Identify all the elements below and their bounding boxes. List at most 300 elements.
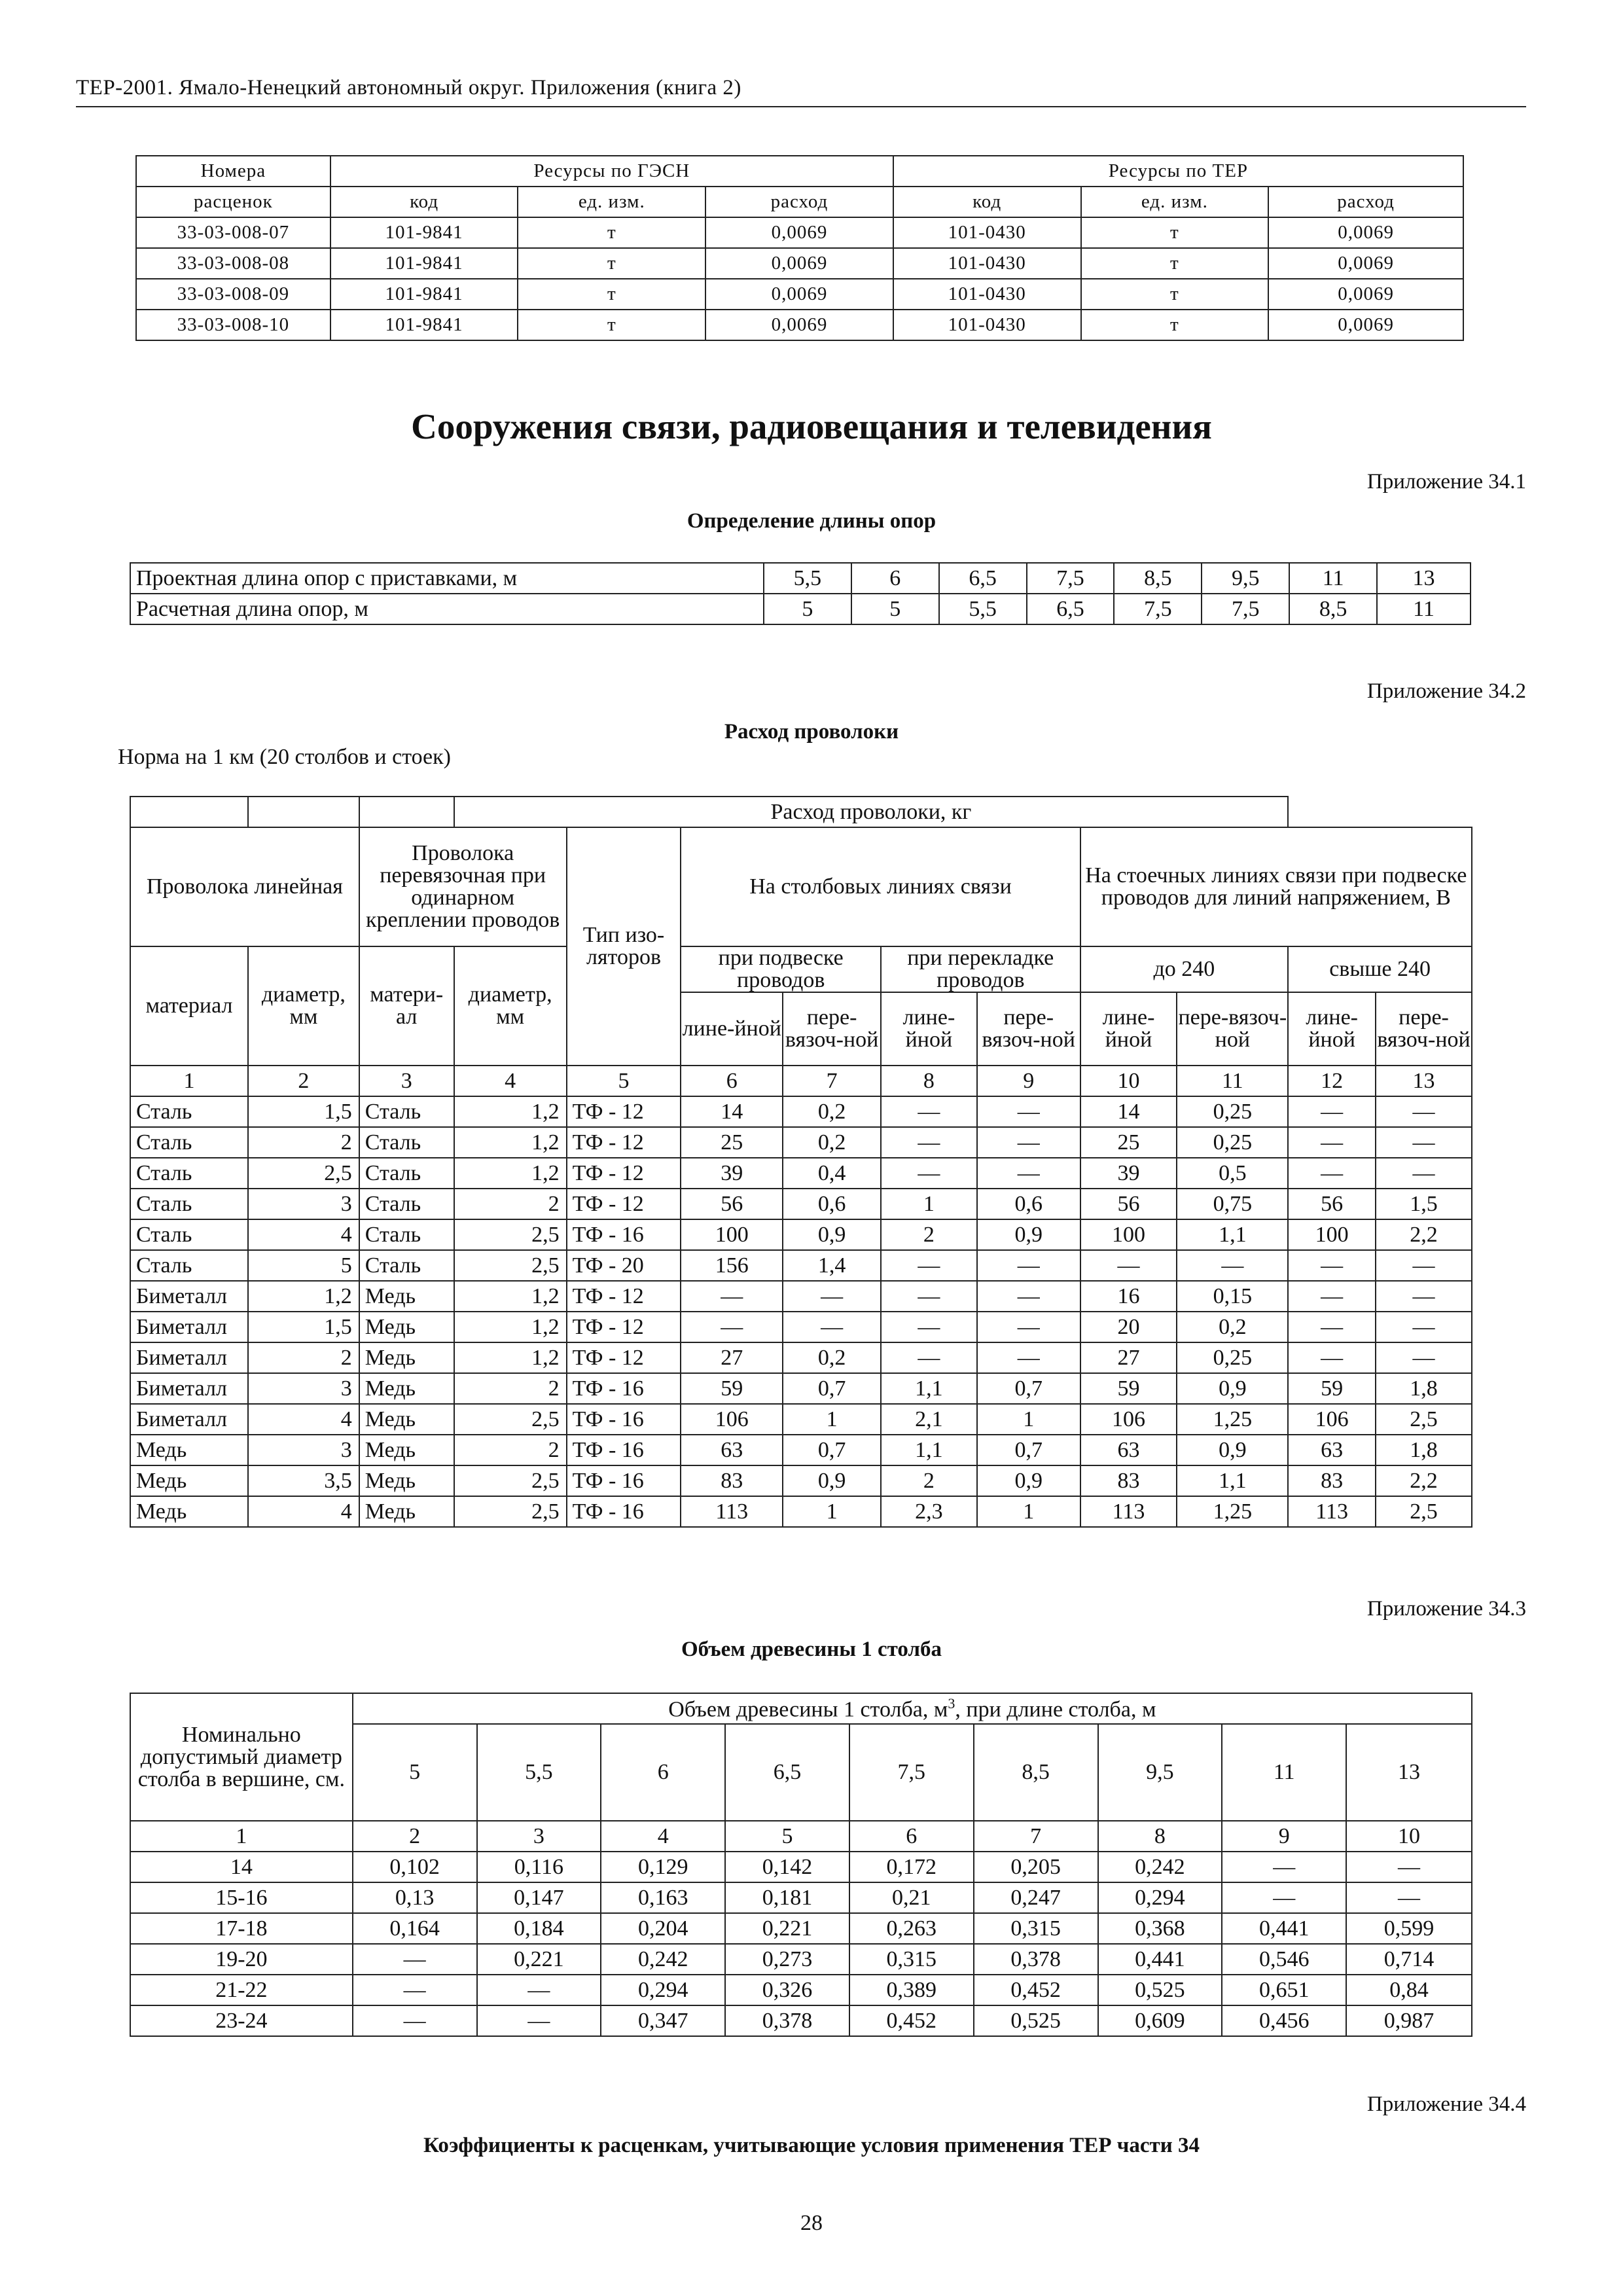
table-cell: 0,247	[974, 1882, 1098, 1913]
table-cell: ТФ - 16	[567, 1219, 681, 1250]
header-cell: матери-ал	[359, 946, 454, 1066]
table-title: Коэффициенты к расценкам, учитывающие условия применения ТЕР части 34	[423, 2134, 1200, 2157]
header-cell: Проволока линейная	[130, 827, 359, 946]
table-cell: 56	[1288, 1189, 1376, 1219]
column-number: 13	[1376, 1066, 1472, 1096]
table-cell: 2,2	[1376, 1465, 1472, 1496]
column-number: 7	[974, 1821, 1098, 1852]
table-cell: Медь	[359, 1312, 454, 1342]
wire-consumption-table	[130, 796, 1472, 1528]
resources-table-body	[136, 217, 1463, 340]
table-cell: 0,221	[725, 1913, 849, 1944]
table-row	[130, 1096, 1472, 1127]
table-cell: 0,599	[1346, 1913, 1472, 1944]
header-cell: при подвеске проводов	[681, 946, 881, 992]
table-cell: 3	[248, 1189, 359, 1219]
header-cell: Номинально допустимый диаметр столба в вершине, см.	[130, 1693, 353, 1821]
table-cell: 0,9	[783, 1465, 881, 1496]
table-cell: 0,2	[1177, 1312, 1288, 1342]
table-cell: 156	[681, 1250, 783, 1281]
table-cell: 0,75	[1177, 1189, 1288, 1219]
table-cell: ТФ - 12	[567, 1096, 681, 1127]
table-cell: 0,0069	[705, 248, 893, 279]
table-cell: 0,263	[849, 1913, 974, 1944]
column-number: 8	[1098, 1821, 1222, 1852]
table-cell: т	[1081, 248, 1269, 279]
table-cell: 59	[1288, 1373, 1376, 1404]
table-cell: 2	[881, 1219, 977, 1250]
table-row	[130, 1975, 1472, 2005]
table-cell: 0,129	[601, 1852, 725, 1882]
row-label: Проектная длина опор с приставками, м	[130, 563, 764, 594]
table-cell: —	[1288, 1312, 1376, 1342]
table-cell: Медь	[359, 1404, 454, 1435]
column-number: 2	[248, 1066, 359, 1096]
table-cell: 83	[681, 1465, 783, 1496]
table-cell: 1,1	[1177, 1465, 1288, 1496]
table-cell: —	[783, 1281, 881, 1312]
header-cell: Ресурсы по ТЕР	[893, 156, 1463, 187]
table-cell: —	[881, 1312, 977, 1342]
table-cell: —	[681, 1281, 783, 1312]
value-cell: 13	[1377, 563, 1471, 594]
table-cell: 0,6	[977, 1189, 1080, 1219]
column-number: 3	[359, 1066, 454, 1096]
table-cell: 0,456	[1222, 2005, 1346, 2036]
column-number: 10	[1346, 1821, 1472, 1852]
table-cell: т	[1081, 310, 1269, 340]
table-cell: 0,441	[1222, 1913, 1346, 1944]
column-number-row	[130, 1066, 1472, 1096]
header-cell: лине-йной	[881, 992, 977, 1066]
header-cell	[353, 1693, 1472, 1724]
table-cell: —	[977, 1250, 1080, 1281]
header-cell	[248, 797, 359, 827]
table-cell: 2	[248, 1342, 359, 1373]
table-cell: 2,5	[454, 1219, 567, 1250]
column-number: 5	[725, 1821, 849, 1852]
length-header: 8,5	[974, 1724, 1098, 1821]
table-cell: 59	[681, 1373, 783, 1404]
table-row	[136, 279, 1463, 310]
table-cell: 0,242	[1098, 1852, 1222, 1882]
table-cell: 0,9	[977, 1465, 1080, 1496]
wood-colnum-body	[130, 1821, 1472, 1852]
table-cell: 0,452	[849, 2005, 974, 2036]
table-cell: 0,147	[477, 1882, 601, 1913]
table-cell: Медь	[359, 1373, 454, 1404]
table-cell: 0,15	[1177, 1281, 1288, 1312]
table-cell: 100	[1080, 1219, 1177, 1250]
column-number: 8	[881, 1066, 977, 1096]
length-header: 7,5	[849, 1724, 974, 1821]
table-cell: —	[977, 1127, 1080, 1158]
table-cell: 113	[1080, 1496, 1177, 1527]
row-label: Расчетная длина опор, м	[130, 594, 764, 624]
table-cell: 1,5	[248, 1312, 359, 1342]
table-cell: Сталь	[130, 1219, 248, 1250]
table-cell: 0,525	[974, 2005, 1098, 2036]
column-number: 5	[567, 1066, 681, 1096]
table-row	[130, 1342, 1472, 1373]
value-cell: 6,5	[1027, 594, 1115, 624]
header-cell: при перекладке проводов	[881, 946, 1080, 992]
table-cell: 0,9	[1177, 1435, 1288, 1465]
table-cell: 23-24	[130, 2005, 353, 2036]
table-cell: 101-0430	[893, 217, 1081, 248]
table-cell: 1,2	[454, 1312, 567, 1342]
table-row	[130, 1373, 1472, 1404]
table-cell: т	[1081, 279, 1269, 310]
table-cell: 1,5	[1376, 1189, 1472, 1219]
table-header-row	[130, 797, 1472, 827]
table-cell: 1,2	[248, 1281, 359, 1312]
volume-header-text: Объем древесины 1 столба, м	[668, 1697, 948, 1722]
table-row	[136, 217, 1463, 248]
table-row	[130, 1435, 1472, 1465]
value-cell: 8,5	[1289, 594, 1377, 624]
table-cell: 59	[1080, 1373, 1177, 1404]
table-cell: 1,2	[454, 1281, 567, 1312]
table-cell: 1,1	[881, 1435, 977, 1465]
table-cell: —	[1222, 1882, 1346, 1913]
table-cell: 0,25	[1177, 1342, 1288, 1373]
table-row	[130, 1882, 1472, 1913]
table-cell: 0,5	[1177, 1158, 1288, 1189]
header-cell: Ресурсы по ГЭСН	[330, 156, 893, 187]
wire-colnum-body	[130, 1066, 1472, 1096]
header-cell: На стоечных линиях связи при подвеске проводов для линий напряжением, В	[1080, 827, 1472, 946]
table-cell: 0,102	[353, 1852, 477, 1882]
table-cell: 0,13	[353, 1882, 477, 1913]
table-cell: 33-03-008-07	[136, 217, 330, 248]
table-cell: 1,1	[1177, 1219, 1288, 1250]
table-cell: Сталь	[130, 1189, 248, 1219]
value-cell: 7,5	[1027, 563, 1115, 594]
table-row	[130, 563, 1471, 594]
header-cell: Расход проволоки, кг	[454, 797, 1289, 827]
length-header: 13	[1346, 1724, 1472, 1821]
table-cell: 2	[454, 1435, 567, 1465]
table-cell: Биметалл	[130, 1404, 248, 1435]
table-cell: 0,205	[974, 1852, 1098, 1882]
table-cell: —	[1346, 1882, 1472, 1913]
appendix-label: Приложение 34.1	[1366, 470, 1526, 493]
column-number: 6	[681, 1066, 783, 1096]
table-cell: ТФ - 16	[567, 1465, 681, 1496]
table-cell: ТФ - 16	[567, 1404, 681, 1435]
appendix-label: Приложение 34.4	[1366, 2092, 1526, 2116]
table-cell: —	[1376, 1312, 1472, 1342]
table-cell: 83	[1288, 1465, 1376, 1496]
table-cell: —	[1376, 1127, 1472, 1158]
value-cell: 9,5	[1202, 563, 1289, 594]
table-cell: 0,163	[601, 1882, 725, 1913]
table-cell: —	[1288, 1250, 1376, 1281]
table-cell: 0,7	[977, 1373, 1080, 1404]
table-cell: 2,5	[454, 1404, 567, 1435]
table-cell: —	[977, 1312, 1080, 1342]
table-row	[130, 1219, 1472, 1250]
table-cell: т	[1081, 217, 1269, 248]
table-cell: ТФ - 12	[567, 1127, 681, 1158]
table-title: Расход проволоки	[724, 720, 899, 744]
value-cell: 8,5	[1114, 563, 1202, 594]
table-cell: —	[881, 1127, 977, 1158]
table-cell: ТФ - 12	[567, 1158, 681, 1189]
table-cell: 0,21	[849, 1882, 974, 1913]
table-cell: т	[518, 279, 705, 310]
appendix-label: Приложение 34.2	[1366, 679, 1526, 703]
length-header: 6,5	[725, 1724, 849, 1821]
table-cell: Сталь	[359, 1189, 454, 1219]
table-cell: т	[518, 217, 705, 248]
page-number: 28	[800, 2211, 823, 2235]
table-cell: 0,294	[601, 1975, 725, 2005]
table-cell: —	[353, 1975, 477, 2005]
length-header: 6	[601, 1724, 725, 1821]
table-cell: 0,7	[977, 1435, 1080, 1465]
header-cell: Проволока перевязочная при одинарном креплении проводов	[359, 827, 567, 946]
header-cell: пере-вязоч-ной	[1376, 992, 1472, 1066]
header-cell: пере-вязоч-ной	[783, 992, 881, 1066]
table-title: Определение длины опор	[687, 509, 936, 533]
value-cell: 5	[851, 594, 939, 624]
header-rule	[76, 106, 1526, 107]
table-cell: 0,315	[974, 1913, 1098, 1944]
table-cell: —	[1376, 1281, 1472, 1312]
table-cell: ТФ - 12	[567, 1312, 681, 1342]
table-cell: 1,4	[783, 1250, 881, 1281]
volume-header-suffix: , при длине столба, м	[955, 1697, 1156, 1722]
table-cell: ТФ - 16	[567, 1496, 681, 1527]
table-cell: 0,25	[1177, 1096, 1288, 1127]
table-cell: 1	[881, 1189, 977, 1219]
header-cell: На столбовых линиях связи	[681, 827, 1080, 946]
table-cell: 2	[248, 1127, 359, 1158]
column-number: 10	[1080, 1066, 1177, 1096]
table-cell: —	[477, 2005, 601, 2036]
table-cell: 20	[1080, 1312, 1177, 1342]
table-cell: 33-03-008-10	[136, 310, 330, 340]
table-cell: 0,181	[725, 1882, 849, 1913]
table-cell: ТФ - 16	[567, 1373, 681, 1404]
table-cell: —	[977, 1342, 1080, 1373]
table-cell: 0,2	[783, 1342, 881, 1373]
table-row	[130, 1158, 1472, 1189]
table-cell: 0,84	[1346, 1975, 1472, 2005]
table-cell: 0,525	[1098, 1975, 1222, 2005]
table-cell: 0,7	[783, 1373, 881, 1404]
pole-length-table	[130, 562, 1471, 625]
table-cell: 100	[681, 1219, 783, 1250]
value-cell: 11	[1377, 594, 1471, 624]
table-cell: 0,294	[1098, 1882, 1222, 1913]
table-cell: 25	[1080, 1127, 1177, 1158]
cube-superscript: 3	[948, 1695, 955, 1712]
column-number: 7	[783, 1066, 881, 1096]
table-row	[130, 594, 1471, 624]
table-row	[130, 1189, 1472, 1219]
table-cell: 56	[1080, 1189, 1177, 1219]
value-cell: 11	[1289, 563, 1377, 594]
table-cell: 0,651	[1222, 1975, 1346, 2005]
table-cell: 56	[681, 1189, 783, 1219]
table-cell: 0,987	[1346, 2005, 1472, 2036]
column-number: 1	[130, 1066, 248, 1096]
table-cell: 16	[1080, 1281, 1177, 1312]
wire-table-body	[130, 1096, 1472, 1527]
table-cell: Сталь	[359, 1096, 454, 1127]
table-cell: 0,242	[601, 1944, 725, 1975]
table-cell: —	[977, 1158, 1080, 1189]
table-cell: 63	[1288, 1435, 1376, 1465]
table-cell: —	[1288, 1096, 1376, 1127]
header-cell: Номера	[136, 156, 330, 187]
table-cell: ТФ - 16	[567, 1435, 681, 1465]
table-cell: 0,2	[783, 1127, 881, 1158]
header-cell: лине-йной	[1288, 992, 1376, 1066]
table-cell: 0,172	[849, 1852, 974, 1882]
table-header-row	[130, 1693, 1472, 1724]
table-cell: 1,25	[1177, 1496, 1288, 1527]
wood-volume-table	[130, 1693, 1472, 2037]
column-number: 3	[477, 1821, 601, 1852]
column-number: 4	[601, 1821, 725, 1852]
wood-table-body	[130, 1852, 1472, 2036]
table-cell: Сталь	[359, 1127, 454, 1158]
table-cell: Сталь	[359, 1219, 454, 1250]
table-cell: ТФ - 12	[567, 1281, 681, 1312]
table-cell: 14	[1080, 1096, 1177, 1127]
table-cell: 0,184	[477, 1913, 601, 1944]
header-cell: код	[893, 187, 1081, 217]
table-cell: Медь	[359, 1496, 454, 1527]
table-cell: ТФ - 12	[567, 1189, 681, 1219]
table-cell: —	[681, 1312, 783, 1342]
table-cell: 0,25	[1177, 1127, 1288, 1158]
table-cell: 1	[783, 1404, 881, 1435]
table-cell: 0,273	[725, 1944, 849, 1975]
table-cell: 4	[248, 1496, 359, 1527]
table-cell: 1,2	[454, 1158, 567, 1189]
table-cell: 0,441	[1098, 1944, 1222, 1975]
table-cell: Медь	[130, 1496, 248, 1527]
table-cell: 0,546	[1222, 1944, 1346, 1975]
table-cell: Сталь	[359, 1250, 454, 1281]
table-cell: —	[477, 1975, 601, 2005]
table-row	[130, 1127, 1472, 1158]
table-cell: 2	[454, 1189, 567, 1219]
table-cell: —	[977, 1096, 1080, 1127]
table-cell: Биметалл	[130, 1312, 248, 1342]
table-row	[130, 1913, 1472, 1944]
table-cell: 0,221	[477, 1944, 601, 1975]
table-cell: 0,164	[353, 1913, 477, 1944]
table-cell: 101-9841	[330, 310, 518, 340]
table-cell: Биметалл	[130, 1342, 248, 1373]
table-cell: —	[1288, 1281, 1376, 1312]
table-cell: Сталь	[359, 1158, 454, 1189]
table-cell: 1,2	[454, 1096, 567, 1127]
table-cell: Медь	[359, 1342, 454, 1373]
table-cell: —	[1288, 1158, 1376, 1189]
table-cell: 1,8	[1376, 1435, 1472, 1465]
table-cell: 63	[1080, 1435, 1177, 1465]
appendix-label: Приложение 34.3	[1366, 1597, 1526, 1621]
table-cell: Сталь	[130, 1096, 248, 1127]
value-cell: 5,5	[764, 563, 851, 594]
header-cell: расход	[705, 187, 893, 217]
table-header-row	[136, 187, 1463, 217]
table-cell: 0,609	[1098, 2005, 1222, 2036]
table-cell: 0,389	[849, 1975, 974, 2005]
table-cell: 0,9	[1177, 1373, 1288, 1404]
column-number: 9	[1222, 1821, 1346, 1852]
table-cell: 101-0430	[893, 279, 1081, 310]
table-row	[130, 1496, 1472, 1527]
table-cell: 39	[1080, 1158, 1177, 1189]
table-cell: 0,7	[783, 1435, 881, 1465]
table-cell: 25	[681, 1127, 783, 1158]
table-cell: —	[353, 2005, 477, 2036]
table-cell: 83	[1080, 1465, 1177, 1496]
table-row	[130, 1944, 1472, 1975]
table-cell: 0,0069	[705, 279, 893, 310]
header-cell: лине-йной	[1080, 992, 1177, 1066]
table-cell: Медь	[359, 1465, 454, 1496]
table-cell: 101-0430	[893, 248, 1081, 279]
length-header: 5	[353, 1724, 477, 1821]
table-cell: 0,0069	[1268, 279, 1463, 310]
table-cell: 1,25	[1177, 1404, 1288, 1435]
table-cell: 1,2	[454, 1342, 567, 1373]
table-cell: 2,5	[454, 1465, 567, 1496]
table-cell: Медь	[130, 1435, 248, 1465]
header-cell: пере-вязоч-ной	[1177, 992, 1288, 1066]
table-row	[136, 248, 1463, 279]
table-cell: т	[518, 248, 705, 279]
header-cell: код	[330, 187, 518, 217]
table-cell: 0,0069	[1268, 310, 1463, 340]
table-cell: 0,2	[783, 1096, 881, 1127]
table-cell: —	[977, 1281, 1080, 1312]
table-cell: 2	[454, 1373, 567, 1404]
table-cell: 0,347	[601, 2005, 725, 2036]
table-cell: 4	[248, 1404, 359, 1435]
table-cell: 101-9841	[330, 248, 518, 279]
header-cell: до 240	[1080, 946, 1289, 992]
table-cell: 101-0430	[893, 310, 1081, 340]
table-cell: —	[783, 1312, 881, 1342]
table-cell: 1,5	[248, 1096, 359, 1127]
table-cell: —	[1376, 1250, 1472, 1281]
resources-table	[135, 155, 1464, 341]
column-number: 1	[130, 1821, 353, 1852]
table-cell: 2,3	[881, 1496, 977, 1527]
table-cell: 39	[681, 1158, 783, 1189]
table-cell: 0,116	[477, 1852, 601, 1882]
table-title: Объем древесины 1 столба	[681, 1638, 942, 1661]
table-row	[136, 310, 1463, 340]
table-cell: 100	[1288, 1219, 1376, 1250]
table-cell: —	[1376, 1158, 1472, 1189]
table-cell: 2,5	[454, 1250, 567, 1281]
table-cell: 1	[783, 1496, 881, 1527]
table-cell: 106	[1080, 1404, 1177, 1435]
value-cell: 6	[851, 563, 939, 594]
table-cell: 1,1	[881, 1373, 977, 1404]
